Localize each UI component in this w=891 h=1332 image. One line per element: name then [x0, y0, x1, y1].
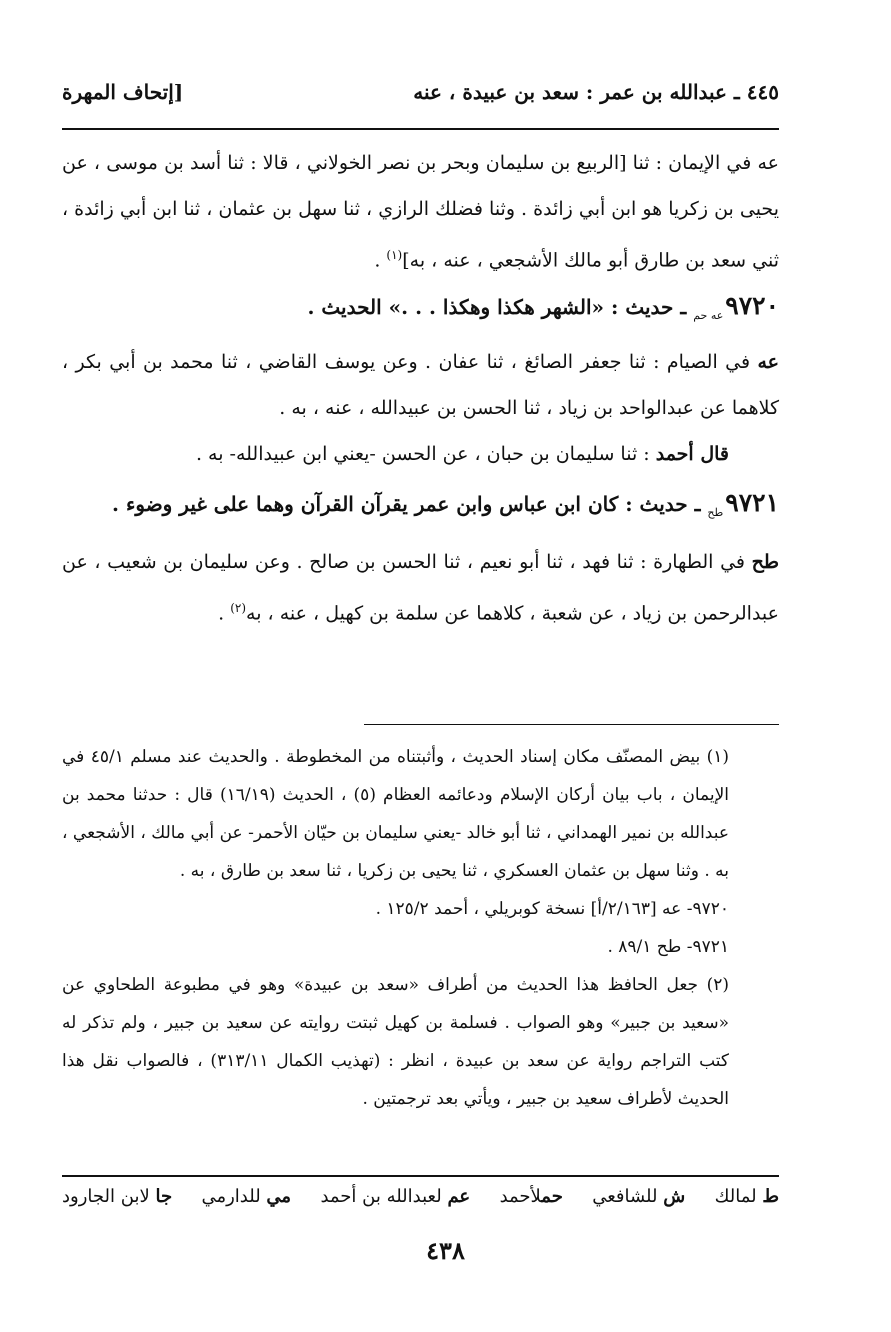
running-header — [62, 80, 779, 114]
footnote-2: (٢) جعل الحافظ هذا الحديث من أطراف «سعد بن عبيدة» وهو في مطبوعة الطحاوي عن «سعيد بن جبير» وهو الصواب . فسلمة بن كهيل ثبتت روايته عن سعيد بن جبير ، ولم تذكر له كتب التراجم رواية عن سعد بن عبيدة ، انظر : (تهذيب الكمال ٣١٣/١١) ، فالصواب نقل هذا الحديث لأطراف سعيد بن جبير ، ويأتي بعد ترجمتين . — [62, 975, 729, 1109]
hadith-sigla: طح — [707, 506, 724, 520]
footnote-ref-1[interactable]: (١) — [386, 248, 403, 262]
footnote-1: (١) بيض المصنّف مكان إسناد الحديث ، وأثبتناه من المخطوطة . والحديث عند مسلم ٤٥/١ في الإيمان ، باب بيان أركان الإسلام ودعائمه العظام (٥) ، الحديث (١٦/١٩) قال : حدثنا محمد بن عبدالله بن نمير الهمداني ، ثنا أبو خالد -يعني سليمان بن حيّان الأحمر- عن أبي مالك ، الأشجعي ، به . وثنا سهل بن عثمان العسكري ، ثنا يحيى بن زكريا ، ثنا سعد بن طارق ، به . — [62, 747, 729, 881]
footnotes — [62, 738, 779, 1118]
hadith-number: ٩٧٢٠ — [725, 291, 779, 321]
key-item: ط لمالك — [714, 1186, 779, 1207]
page-number: ٤٣٨ — [426, 1236, 465, 1265]
hadith-text: ـ حديث : كان ابن عباس وابن عمر يقرآن القرآن وهما على غير وضوء . — [112, 492, 708, 517]
key-item: حملأحمد — [499, 1186, 563, 1207]
paragraph-isnad-4: طح في الطهارة : ثنا فهد ، ثنا أبو نعيم ، ثنا الحسن بن صالح . وعن سليمان بن شعيب ، عن عبدالرحمن بن زياد ، عن شعبة ، كلاهما عن سلمة بن كهيل ، عنه ، به$^{(٢)}$ . — [62, 551, 779, 625]
key-divider — [62, 1175, 779, 1177]
abbreviation-key — [62, 1186, 779, 1207]
main-text — [62, 140, 779, 637]
running-title: ٤٤٥ ـ عبدالله بن عمر : سعد بن عبيدة ، عنه — [413, 80, 779, 104]
footnote-divider — [364, 724, 779, 725]
key-item: جا لابن الجارود — [62, 1186, 173, 1207]
hadith-text: ـ حديث : «الشهر هكذا وهكذا . . .» الحديث . — [307, 295, 694, 320]
manuscript-note-9720: ٩٧٢٠- عه [٢/١٦٣/أ] نسخة كوبريلي ، أحمد ١٢٥/٢ . — [375, 899, 729, 919]
hadith-heading-9721 — [62, 483, 779, 533]
header-divider — [62, 128, 779, 130]
hadith-heading-9720 — [62, 283, 779, 339]
key-item: مي للدارمي — [201, 1186, 292, 1207]
hadith-sigla: عه حم — [693, 309, 724, 323]
paragraph-isnad-3: قال أحمد : ثنا سليمان بن حبان ، عن الحسن -يعني ابن عبيدالله- به . — [195, 443, 729, 466]
paragraph-isnad-2: عه في الصيام : ثنا جعفر الصائغ ، ثنا عفان . وعن يوسف القاضي ، ثنا محمد بن أبي بكر ، كلاهما عن عبدالواحد بن زياد ، ثنا الحسن بن عبيدالله ، عنه ، به . — [62, 351, 779, 420]
book-title: [إتحاف المهرة — [62, 80, 184, 104]
footnote-ref-2[interactable]: (٢) — [230, 601, 247, 616]
hadith-number: ٩٧٢١ — [725, 488, 779, 518]
key-item: ش للشافعي — [592, 1186, 686, 1207]
manuscript-note-9721: ٩٧٢١- طح ٨٩/١ . — [607, 937, 729, 957]
key-item: عم لعبدالله بن أحمد — [320, 1186, 471, 1207]
paragraph-isnad-1: عه في الإيمان : ثنا [الربيع بن سليمان وبحر بن نصر الخولاني ، قالا : ثنا أسد بن موسى ، عن يحيى بن زكريا هو ابن أبي زائدة . وثنا فضلك الرازي ، ثنا سهل بن عثمان ، ثنا ابن أبي زائدة ، ثني سعد بن طارق أبو مالك الأشجعي ، عنه ، به]$^{(١)}$ . — [62, 152, 779, 272]
